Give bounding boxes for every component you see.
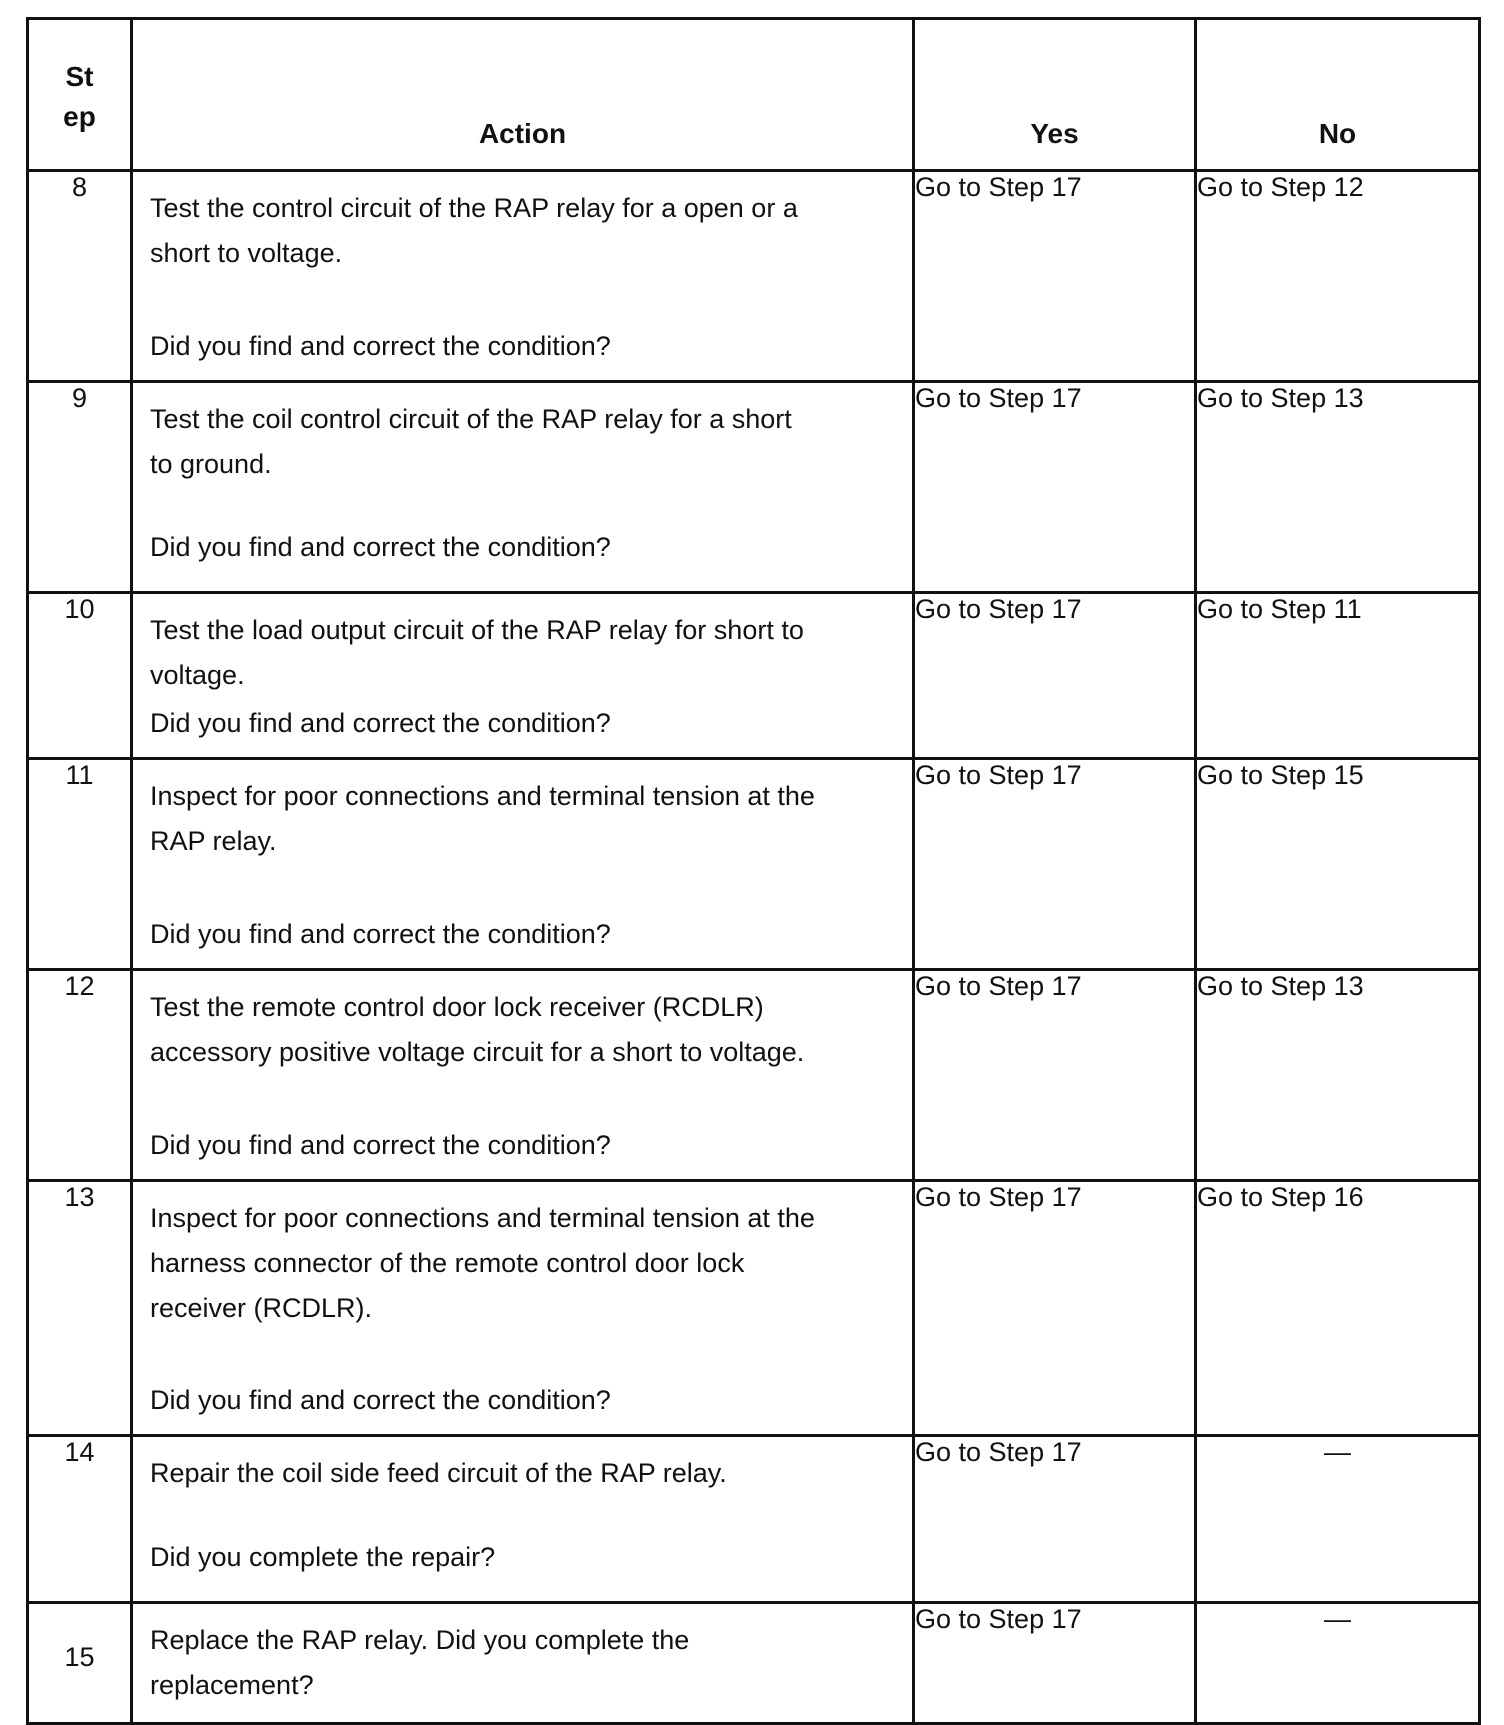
step-number: 12	[28, 970, 132, 1181]
table-row	[28, 593, 1480, 759]
yes-result: Go to Step 17	[914, 382, 1196, 593]
action-cell	[132, 970, 914, 1181]
header-no-label: No	[1318, 118, 1357, 149]
no-result: Go to Step 13	[1196, 382, 1480, 593]
header-row	[28, 19, 1480, 171]
action-question: Did you find and correct the condition?	[150, 708, 611, 738]
action-question: Did you find and correct the condition?	[150, 1385, 611, 1415]
header-yes-label: Yes	[1030, 118, 1079, 149]
no-result: Go to Step 11	[1196, 593, 1480, 759]
diagnostic-table	[26, 17, 1481, 1725]
header-yes	[914, 19, 1196, 171]
action-description: Replace the RAP relay. Did you complete the replacement?	[150, 1625, 690, 1700]
table-row	[28, 382, 1480, 593]
header-action	[132, 19, 914, 171]
step-number: 10	[28, 593, 132, 759]
action-cell	[132, 593, 914, 759]
table-row	[28, 1603, 1480, 1724]
header-no	[1196, 19, 1480, 171]
action-question: Did you find and correct the condition?	[150, 919, 611, 949]
table-row	[28, 970, 1480, 1181]
action-description: Test the remote control door lock receiver (RCDLR) accessory positive voltage circuit for a short to voltage.	[150, 992, 805, 1067]
no-result: Go to Step 12	[1196, 171, 1480, 382]
action-cell	[132, 382, 914, 593]
action-question: Did you find and correct the condition?	[150, 532, 611, 562]
header-step-label: St ep	[63, 61, 96, 132]
no-result: Go to Step 15	[1196, 759, 1480, 970]
step-number: 9	[28, 382, 132, 593]
yes-result: Go to Step 17	[914, 1436, 1196, 1603]
action-question: Did you find and correct the condition?	[150, 1130, 611, 1160]
no-result: Go to Step 13	[1196, 970, 1480, 1181]
action-cell	[132, 1603, 914, 1724]
step-number: 15	[28, 1603, 132, 1724]
no-result: —	[1196, 1436, 1480, 1603]
yes-result: Go to Step 17	[914, 970, 1196, 1181]
action-description: Inspect for poor connections and terminal tension at the harness connector of the remote control door lock receiver (RCDLR).	[150, 1203, 815, 1323]
table-row	[28, 1181, 1480, 1436]
step-number: 14	[28, 1436, 132, 1603]
yes-result: Go to Step 17	[914, 171, 1196, 382]
action-question: Did you find and correct the condition?	[150, 331, 611, 361]
action-description: Test the control circuit of the RAP relay for a open or a short to voltage.	[150, 193, 798, 268]
action-cell	[132, 171, 914, 382]
no-result: Go to Step 16	[1196, 1181, 1480, 1436]
action-cell	[132, 1436, 914, 1603]
header-action-label: Action	[478, 118, 567, 149]
table-row	[28, 1436, 1480, 1603]
no-result: —	[1196, 1603, 1480, 1724]
step-number: 11	[28, 759, 132, 970]
yes-result: Go to Step 17	[914, 593, 1196, 759]
yes-result: Go to Step 17	[914, 759, 1196, 970]
action-description: Inspect for poor connections and terminal tension at the RAP relay.	[150, 781, 815, 856]
table-row	[28, 759, 1480, 970]
header-step	[28, 19, 132, 171]
action-cell	[132, 759, 914, 970]
action-description: Test the coil control circuit of the RAP relay for a short to ground.	[150, 404, 792, 479]
table-row	[28, 171, 1480, 382]
step-number: 13	[28, 1181, 132, 1436]
action-description: Repair the coil side feed circuit of the RAP relay.	[150, 1458, 727, 1488]
action-question: Did you complete the repair?	[150, 1542, 496, 1572]
yes-result: Go to Step 17	[914, 1181, 1196, 1436]
action-cell	[132, 1181, 914, 1436]
step-number: 8	[28, 171, 132, 382]
yes-result: Go to Step 17	[914, 1603, 1196, 1724]
action-description: Test the load output circuit of the RAP relay for short to voltage.	[150, 615, 804, 690]
